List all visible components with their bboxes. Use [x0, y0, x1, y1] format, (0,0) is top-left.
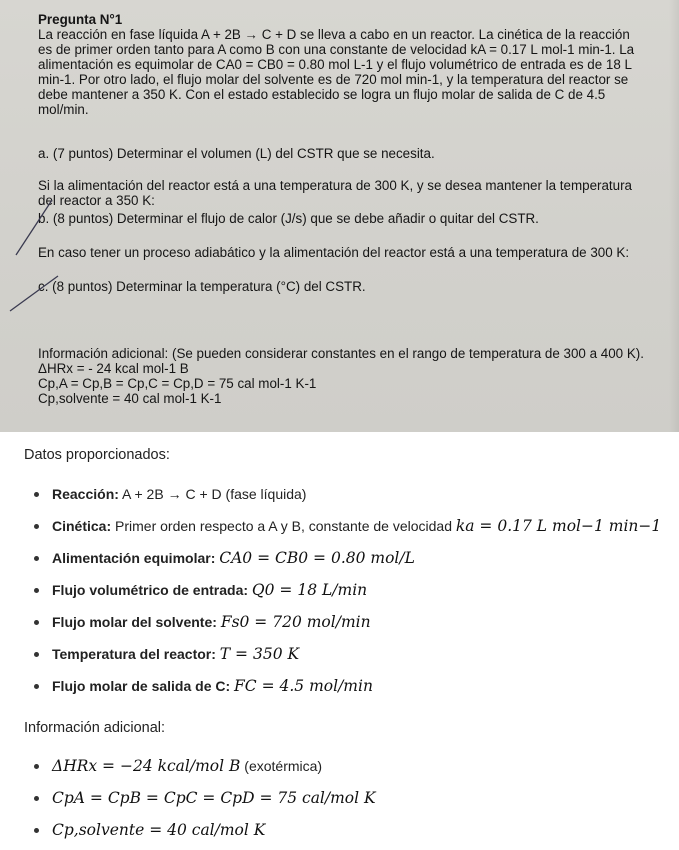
info-enthalpy: ΔHRx = - 24 kcal mol-1 B	[38, 361, 189, 376]
question-b: b. (8 puntos) Determinar el flujo de calor (J/s) que se debe añadir o quitar del CSTR.	[38, 211, 539, 226]
context-c: En caso tener un proceso adiabático y la alimentación del reactor está a una temperatura de 300 K:	[38, 245, 630, 260]
info-list	[34, 754, 674, 850]
info-cp-solvent: Cp,solvente = 40 cal mol-1 K-1	[38, 391, 222, 406]
question-c: c. (8 puntos) Determinar la temperatura (°C) del CSTR.	[38, 279, 366, 294]
question-a: a. (7 puntos) Determinar el volumen (L) del CSTR que se necesita.	[38, 146, 435, 161]
list-item: Temperatura del reactor: T = 350 K	[34, 642, 674, 674]
list-item: Flujo volumétrico de entrada: Q0 = 18 L/min	[34, 578, 674, 610]
list-item: Flujo molar de salida de C: FC = 4.5 mol/min	[34, 674, 674, 706]
heading-data: Datos proporcionados:	[24, 447, 170, 463]
list-item: CpA = CpB = CpC = CpD = 75 cal/mol K	[34, 786, 674, 818]
list-item: Reacción: A + 2B → C + D (fase líquida)	[34, 482, 674, 514]
list-item: Flujo molar del solvente: Fs0 = 720 mol/min	[34, 610, 674, 642]
context-b: Si la alimentación del reactor está a una temperatura de 300 K, y se desea mantener la temperatura del reactor a 350 K:	[38, 178, 632, 208]
list-item: Cinética: Primer orden respecto a A y B, constante de velocidad ka = 0.17 L mol−1 min−1	[34, 514, 674, 546]
heading-info: Información adicional:	[24, 720, 166, 736]
list-item: Cp,solvente = 40 cal/mol K	[34, 818, 674, 850]
list-item: Alimentación equimolar: CA0 = CB0 = 0.80 mol/L	[34, 546, 674, 578]
data-list	[34, 482, 674, 706]
info-intro: Información adicional: (Se pueden considerar constantes en el rango de temperatura de 300 a 400 K).	[38, 346, 644, 361]
summary-panel	[0, 432, 679, 844]
photo-edge-shadow	[669, 0, 679, 432]
list-item: ΔHRx = −24 kcal/mol B (exotérmica)	[34, 754, 674, 786]
problem-statement: La reacción en fase líquida A + 2B → C + D se lleva a cabo en un reactor. La cinética de la reacción es de primer orden tanto para A como B con una constante de velocidad kA = 0.17 L mol-1 min-1. La alimentación es equimolar de CA0 = CB0 = 0.80 mol L-1 y el flujo volumétrico de entrada es de 18 L min-1. Por otro lado, el flujo molar del solvente es de 720 mol min-1, y la temperatura del reactor se debe mantener a 350 K. Con el estado establecido se logra un flujo molar de salida de C de 4.5 mol/min.	[38, 27, 635, 117]
info-cp: Cp,A = Cp,B = Cp,C = Cp,D = 75 cal mol-1 K-1	[38, 376, 317, 391]
problem-title: Pregunta N°1	[38, 12, 123, 27]
